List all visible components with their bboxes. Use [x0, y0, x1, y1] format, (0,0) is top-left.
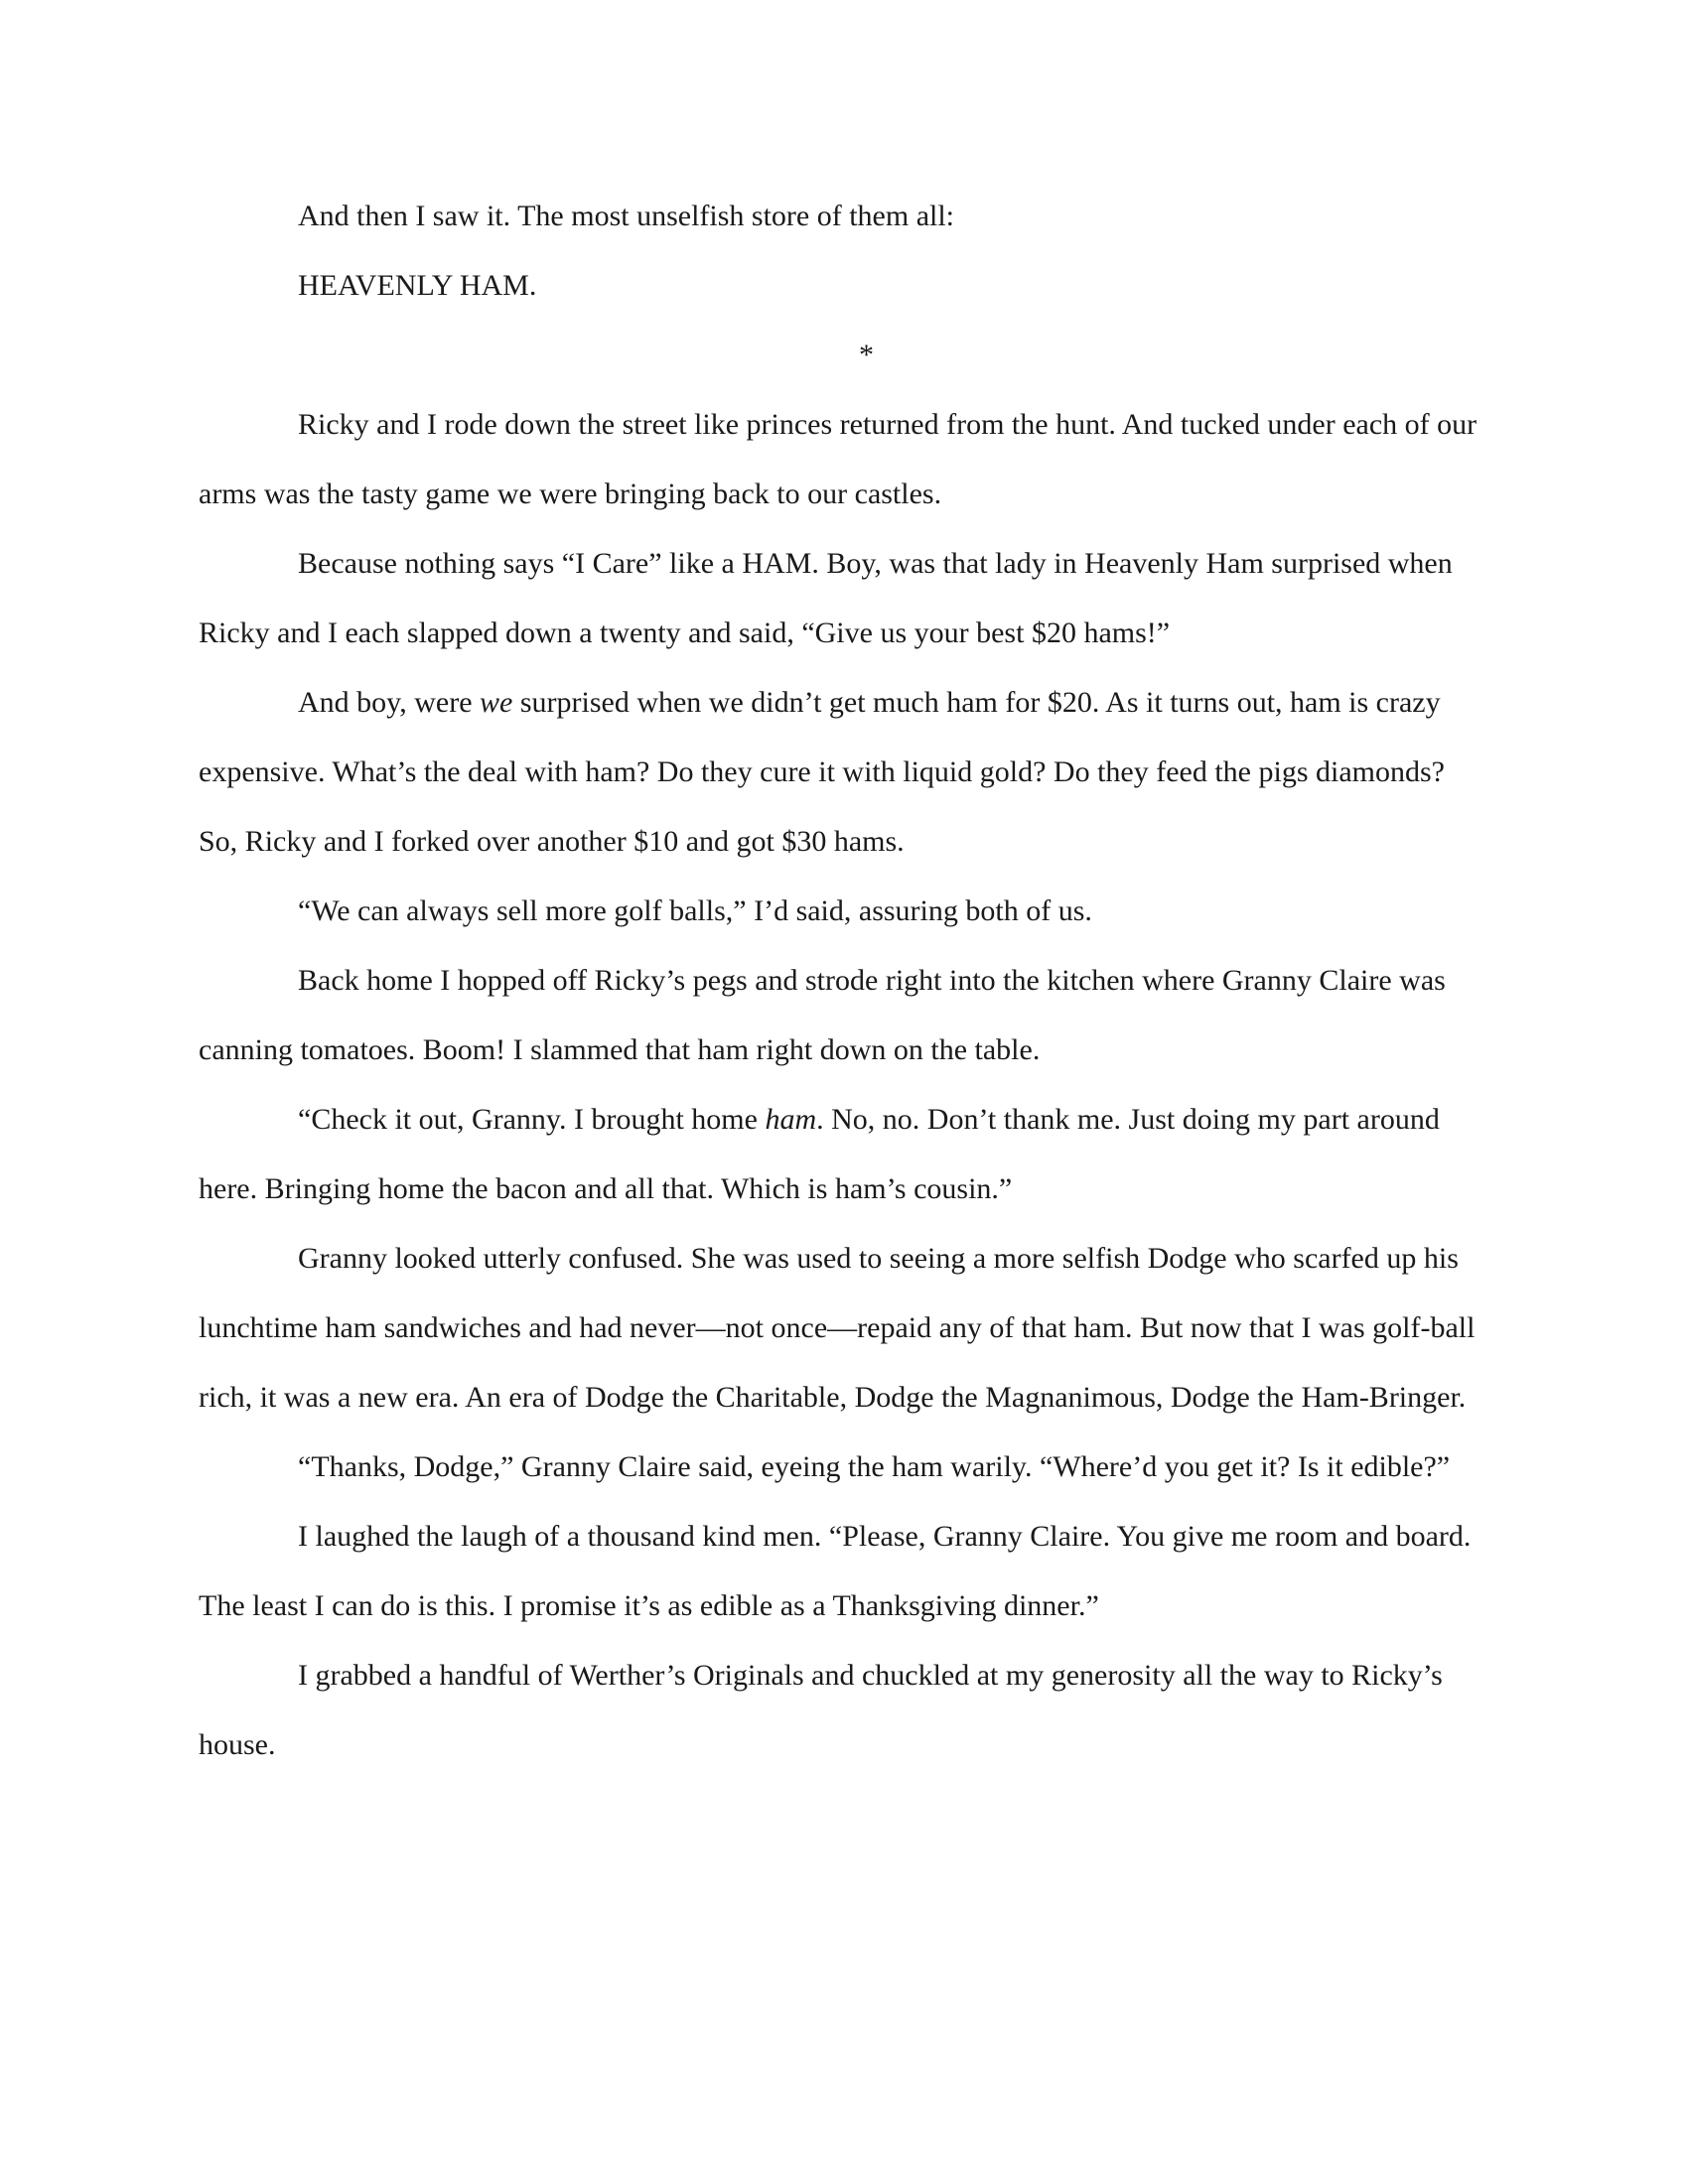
scene-break: *: [859, 339, 874, 371]
paragraph: Ricky and I rode down the street like princes returned from the hunt. And tucked under each of our arms was the tasty game we were bringing back to our castles.: [199, 408, 1477, 510]
emphasis-text: ham: [765, 1103, 817, 1136]
paragraph: Granny looked utterly confused. She was used to seeing a more selfish Dodge who scarfed up his lunchtime ham sandwiches and had never—not once—repaid any of that ham. But now that I was golf-ball rich, it was a new era. An era of Dodge the Charitable, Dodge the Magnanimous, Dodge the Ham-Bringer.: [199, 1242, 1476, 1414]
paragraph: HEAVENLY HAM.: [298, 269, 537, 302]
paragraph-text: surprised when we didn’t get much ham for $20. As it turns out, ham is crazy expensive. What’s the deal with ham? Do they cure it with liquid gold? Do they feed the pigs diamonds? So, Ricky and I forked over another $10 and got $30 hams.: [199, 686, 1445, 858]
emphasis-text: we: [480, 686, 513, 719]
paragraph: “We can always sell more golf balls,” I’d said, assuring both of us.: [298, 894, 1092, 927]
paragraph: And then I saw it. The most unselfish store of them all:: [298, 200, 955, 232]
paragraph: I laughed the laugh of a thousand kind men. “Please, Granny Claire. You give me room and board. The least I can do is this. I promise it’s as edible as a Thanksgiving dinner.”: [199, 1520, 1472, 1622]
paragraph-text: And boy, were: [298, 686, 481, 719]
paragraph: Back home I hopped off Ricky’s pegs and strode right into the kitchen where Granny Claire was canning tomatoes. Boom! I slammed that ham right down on the table.: [199, 964, 1446, 1066]
paragraph-text: . No, no. Don’t thank me. Just doing my part around here. Bringing home the bacon and all that. Which is ham’s cousin.”: [199, 1103, 1440, 1205]
paragraph: [199, 1085, 1489, 1224]
body-text: [199, 182, 1489, 1780]
paragraph-text: “Check it out, Granny. I brought home: [298, 1103, 766, 1136]
paragraph: I grabbed a handful of Werther’s Originals and chuckled at my generosity all the way to Ricky’s house.: [199, 1659, 1443, 1761]
paragraph: [199, 668, 1489, 877]
paragraph: Because nothing says “I Care” like a HAM. Boy, was that lady in Heavenly Ham surprised when Ricky and I each slapped down a twenty and said, “Give us your best $20 hams!”: [199, 547, 1453, 649]
paragraph: “Thanks, Dodge,” Granny Claire said, eyeing the ham warily. “Where’d you get it? Is it edible?”: [298, 1450, 1451, 1483]
